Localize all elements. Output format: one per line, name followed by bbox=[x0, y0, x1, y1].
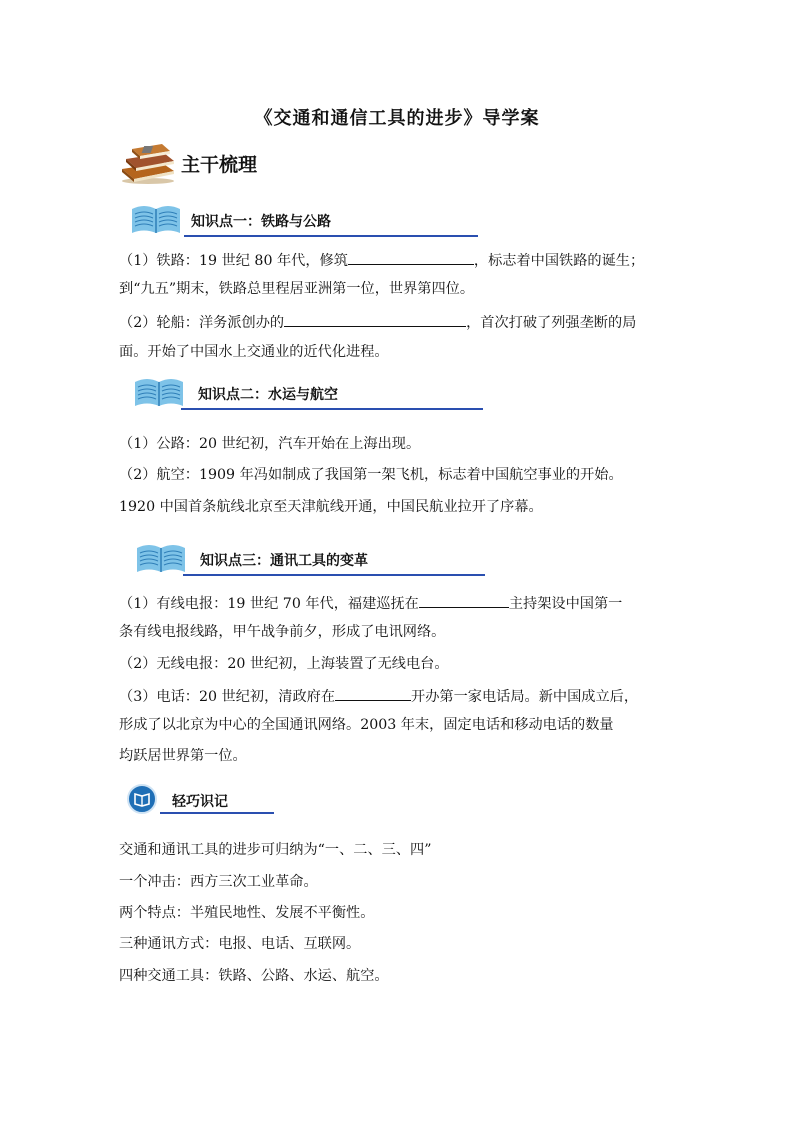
kp1-header bbox=[128, 203, 478, 239]
kp1-line-2: 到“九五”期末，铁路总里程居亚洲第一位，世界第四位。 bbox=[119, 281, 475, 297]
page-title: 《交通和通信工具的进步》导学案 bbox=[254, 108, 540, 129]
tips-line-2: 一个冲击：西方三次工业革命。 bbox=[119, 874, 318, 890]
kp2-line-2: （2）航空：1909 年冯如制成了我国第一架飞机，标志着中国航空事业的开始。 bbox=[119, 467, 623, 483]
kp1-underline bbox=[184, 235, 478, 237]
kp2-line-1: （1）公路：20 世纪初，汽车开始在上海出现。 bbox=[119, 436, 421, 452]
kp2-line-3: 1920 中国首条航线北京至天津航线开通，中国民航业拉开了序幕。 bbox=[119, 499, 543, 515]
main-section-label: 主干梳理 bbox=[181, 154, 258, 176]
kp3-line-4: （3）电话：20 世纪初，清政府在 开办第一家电话局。新中国成立后， bbox=[119, 685, 638, 707]
kp1-line-3: （2）轮船：洋务派创办的 ，首次打破了列强垄断的局 bbox=[119, 311, 636, 333]
kp1-line-4: 面。开始了中国水上交通业的近代化进程。 bbox=[119, 344, 389, 360]
kp3-line-5: 形成了以北京为中心的全国通讯网络。2003 年末，固定电话和移动电话的数量 bbox=[119, 717, 614, 733]
kp3-line-2: 条有线电报线路，甲午战争前夕，形成了电讯网络。 bbox=[119, 624, 446, 640]
fill-blank[interactable] bbox=[348, 249, 474, 265]
fill-blank[interactable] bbox=[419, 592, 509, 608]
tips-line-1: 交通和通讯工具的进步可归纳为“一、二、三、四” bbox=[119, 842, 432, 858]
kp2-header bbox=[131, 376, 483, 412]
tips-line-3: 两个特点：半殖民地性、发展不平衡性。 bbox=[119, 905, 375, 921]
main-section-header bbox=[118, 141, 318, 185]
kp3-header bbox=[133, 542, 485, 578]
tips-line-5: 四种交通工具：铁路、公路、水运、航空。 bbox=[119, 968, 389, 984]
kp1-line-1: （1）铁路：19 世纪 80 年代，修筑 ，标志着中国铁路的诞生； bbox=[119, 249, 644, 271]
fill-blank[interactable] bbox=[284, 311, 466, 327]
kp1-label: 知识点一：铁路与公路 bbox=[191, 214, 331, 230]
kp3-line-6: 均跃居世界第一位。 bbox=[119, 748, 247, 764]
tips-line-4: 三种通讯方式：电报、电话、互联网。 bbox=[119, 936, 361, 952]
tips-header bbox=[124, 782, 274, 818]
kp2-underline bbox=[181, 408, 483, 410]
kp3-line-1: （1）有线电报：19 世纪 70 年代，福建巡抚在 主持架设中国第一 bbox=[119, 592, 622, 614]
kp3-label: 知识点三：通讯工具的变革 bbox=[200, 553, 368, 569]
tips-label: 轻巧识记 bbox=[172, 794, 228, 810]
book-badge-icon bbox=[127, 784, 157, 814]
fill-blank[interactable] bbox=[335, 685, 411, 701]
open-book-icon bbox=[133, 542, 189, 576]
open-book-icon bbox=[128, 203, 184, 237]
kp2-label: 知识点二：水运与航空 bbox=[198, 387, 338, 403]
books-stack-icon bbox=[118, 141, 176, 185]
kp3-line-3: （2）无线电报：20 世纪初，上海装置了无线电台。 bbox=[119, 656, 449, 672]
open-book-icon bbox=[131, 376, 187, 410]
kp3-underline bbox=[183, 574, 485, 576]
tips-underline bbox=[160, 812, 274, 814]
